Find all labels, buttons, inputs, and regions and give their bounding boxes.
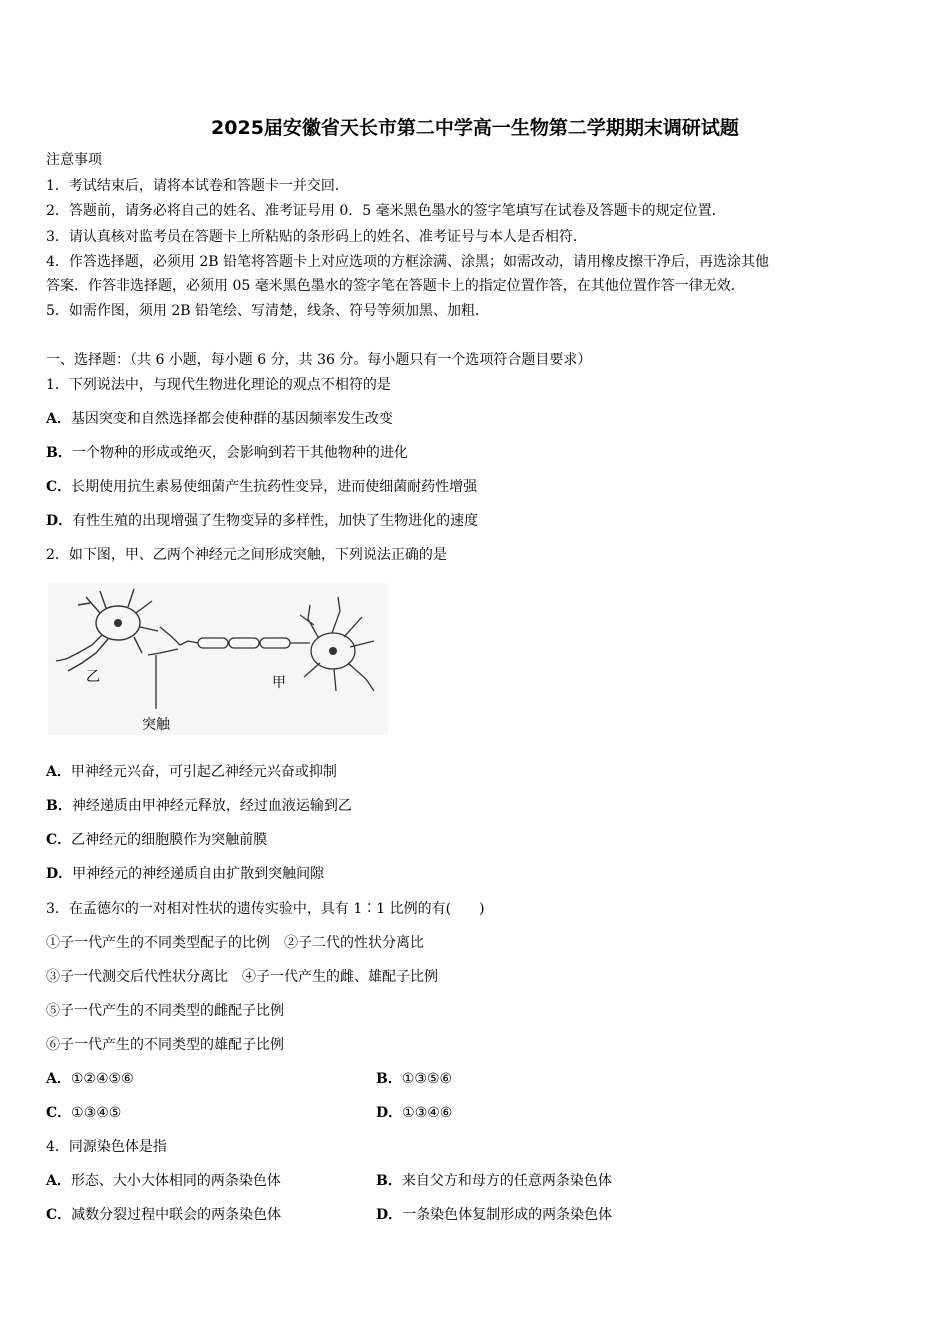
question-stem: 2．如下图，甲、乙两个神经元之间形成突触，下列说法正确的是 — [46, 547, 447, 563]
option-label: C． — [46, 1105, 72, 1121]
option-text: 减数分裂过程中联会的两条染色体 — [71, 1207, 282, 1223]
option-text: 神经递质由甲神经元释放，经过血液运输到乙 — [71, 798, 352, 814]
option-text: 来自父方和母方的任意两条染色体 — [401, 1173, 612, 1189]
question-stem: 1．下列说法中，与现代生物进化理论的观点不相符的是 — [46, 377, 391, 393]
figure-background — [48, 583, 388, 735]
label-yi: 乙 — [86, 669, 100, 685]
option-label: D． — [46, 866, 73, 882]
option-text: 一条染色体复制形成的两条染色体 — [402, 1207, 613, 1223]
option-row — [46, 1069, 134, 1089]
option-b — [376, 1069, 452, 1089]
notice-item: 4．作答选择题，必须用 2B 铅笔将答题卡上对应选项的方框涂满、涂黑；如需改动，请用橡皮擦干净后，再选涂其他 — [46, 254, 769, 270]
option-c — [46, 1205, 281, 1225]
neuron-yi-nucleus — [114, 619, 122, 627]
option-b — [46, 796, 352, 816]
option-text: ①②④⑤⑥ — [70, 1071, 134, 1087]
option-label: D． — [376, 1207, 403, 1223]
option-label: B． — [376, 1173, 402, 1189]
notice-item: 3．请认真核对监考员在答题卡上所粘贴的条形码上的姓名、准考证号与本人是否相符． — [46, 229, 587, 245]
statement-item: ⑤子一代产生的不同类型的雌配子比例 — [46, 1003, 284, 1019]
option-text: 长期使用抗生素易使细菌产生抗药性变异，进而使细菌耐药性增强 — [71, 479, 478, 495]
option-b — [376, 1171, 612, 1191]
label-jia: 甲 — [272, 675, 286, 691]
option-c — [46, 477, 477, 497]
option-d — [376, 1103, 452, 1123]
option-a — [46, 409, 393, 429]
section-heading: 一、选择题：（共 6 小题，每小题 6 分，共 36 分。每小题只有一个选项符合题目要求） — [46, 352, 592, 368]
option-label: A． — [46, 1071, 71, 1087]
option-text: 甲神经元兴奋，可引起乙神经元兴奋或抑制 — [70, 764, 337, 780]
notice-heading: 注意事项 — [46, 152, 102, 168]
option-label: B． — [46, 445, 72, 461]
notice-item: 2．答题前，请务必将自己的姓名、准考证号用 0．5 毫米黑色墨水的签字笔填写在试卷及答题卡的规定位置． — [46, 203, 726, 219]
option-text: 乙神经元的细胞膜作为突触前膜 — [71, 832, 268, 848]
question-stem: 4．同源染色体是指 — [46, 1139, 167, 1155]
option-text: ①③④⑤ — [71, 1105, 122, 1121]
option-c — [46, 1103, 121, 1123]
option-label: A． — [46, 1173, 71, 1189]
notice-item: 5．如需作图，须用 2B 铅笔绘、写清楚，线条、符号等须加黑、加粗． — [46, 303, 490, 319]
option-label: D． — [46, 513, 73, 529]
question-stem: 3．在孟德尔的一对相对性状的遗传实验中，具有 1∶1 比例的有( ) — [46, 901, 485, 917]
option-c — [46, 830, 267, 850]
option-label: C． — [46, 479, 72, 495]
neuron-synapse-figure — [48, 583, 388, 735]
neuron-jia-nucleus — [329, 647, 337, 655]
notice-item: 1．考试结束后，请将本试卷和答题卡一并交回． — [46, 178, 349, 194]
option-label: A． — [46, 411, 71, 427]
option-label: C． — [46, 1207, 72, 1223]
option-label: A． — [46, 764, 71, 780]
option-text: ①③⑤⑥ — [401, 1071, 453, 1087]
option-label: D． — [376, 1105, 403, 1121]
option-b — [46, 443, 408, 463]
notice-item: 答案．作答非选择题，必须用 05 毫米黑色墨水的签字笔在答题卡上的指定位置作答，在其他位置作答一律无效． — [46, 278, 745, 294]
label-synapse: 突触 — [142, 717, 170, 733]
statement-item: ③子一代测交后代性状分离比 ④子一代产生的雌、雄配子比例 — [46, 969, 438, 985]
page-title: 2025届安徽省天长市第二中学高一生物第二学期期末调研试题 — [211, 117, 739, 139]
option-text: 形态、大小大体相同的两条染色体 — [70, 1173, 281, 1189]
option-label: B． — [46, 798, 72, 814]
option-text: 基因突变和自然选择都会使种群的基因频率发生改变 — [70, 411, 393, 427]
statement-item: ⑥子一代产生的不同类型的雄配子比例 — [46, 1037, 284, 1053]
option-label: B． — [376, 1071, 402, 1087]
option-text: ①③④⑥ — [402, 1105, 453, 1121]
option-d — [46, 511, 478, 531]
option-text: 一个物种的形成或绝灭，会影响到若干其他物种的进化 — [71, 445, 408, 461]
option-d — [376, 1205, 612, 1225]
option-text: 有性生殖的出现增强了生物变异的多样性，加快了生物进化的速度 — [72, 513, 479, 529]
option-a — [46, 762, 337, 782]
option-label: C． — [46, 832, 72, 848]
option-text: 甲神经元的神经递质自由扩散到突触间隙 — [72, 866, 325, 882]
statement-item: ①子一代产生的不同类型配子的比例 ②子二代的性状分离比 — [46, 935, 424, 951]
option-d — [46, 864, 324, 884]
option-a — [46, 1171, 281, 1191]
